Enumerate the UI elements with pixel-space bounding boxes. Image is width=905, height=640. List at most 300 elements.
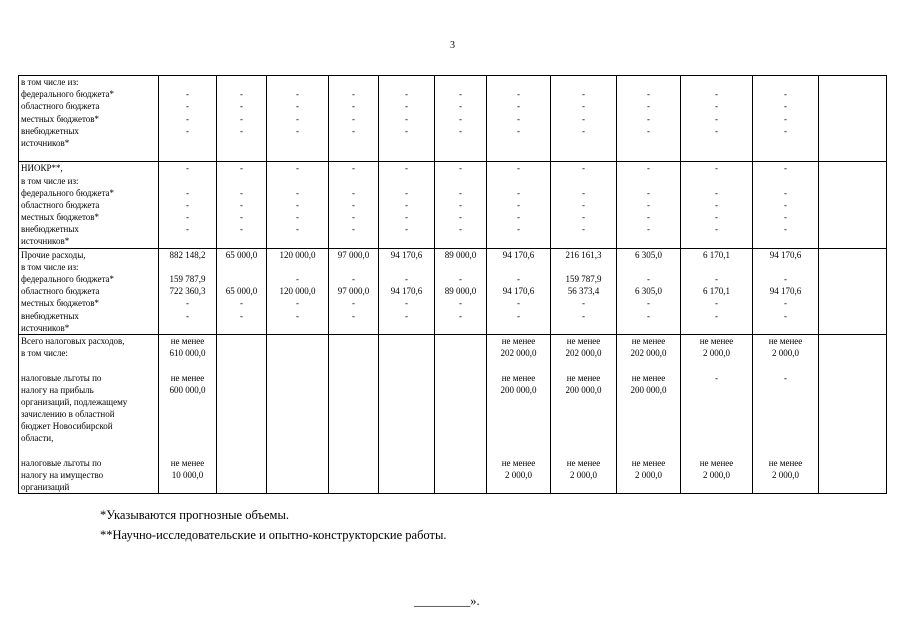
row-label [19, 248, 159, 334]
value-cell [435, 76, 487, 162]
cell-line: 202 000,0 [630, 348, 667, 359]
cell-line [437, 335, 484, 347]
cell-line: - [459, 298, 462, 309]
cell-line [331, 235, 376, 247]
cell-line: - [582, 163, 585, 174]
cell-line [381, 372, 432, 384]
cell-line: 89 000,0 [444, 286, 477, 297]
cell-line [219, 137, 264, 149]
cell-line [381, 396, 432, 408]
value-cell [435, 334, 487, 493]
cell-line [219, 420, 264, 432]
cell-line [619, 408, 678, 420]
cell-line: - [582, 310, 585, 321]
cell-line [619, 481, 678, 493]
cell-line [331, 420, 376, 432]
cell-line [821, 149, 884, 161]
cell-line [219, 235, 264, 247]
cell-line [821, 335, 884, 347]
cell-line: 94 170,6 [390, 286, 423, 297]
value-cell [379, 76, 435, 162]
cell-line [331, 359, 376, 371]
cell-line [219, 481, 264, 493]
label-line: Всего налоговых расходов, [21, 335, 125, 346]
cell-line: 94 170,6 [769, 249, 802, 260]
table-row [19, 334, 887, 493]
cell-line: - [352, 298, 355, 309]
cell-line: 6 170,1 [703, 249, 730, 260]
cell-line [381, 235, 432, 247]
cell-line [437, 420, 484, 432]
cell-line [489, 359, 548, 371]
value-cell [753, 162, 819, 248]
cell-line: - [647, 298, 650, 309]
cell-line: 94 170,6 [390, 249, 423, 260]
cell-line: - [240, 89, 243, 100]
cell-line [821, 175, 884, 187]
cell-line: - [352, 113, 355, 124]
cell-line [269, 457, 326, 469]
cell-line: - [517, 125, 520, 136]
cell-line [381, 175, 432, 187]
cell-line [489, 481, 548, 493]
cell-line: - [582, 101, 585, 112]
cell-line: - [784, 113, 787, 124]
cell-line: - [405, 113, 408, 124]
cell-line [489, 175, 548, 187]
cell-line: 202 000,0 [565, 348, 602, 359]
cell-line [619, 322, 678, 334]
value-cell [753, 76, 819, 162]
cell-line: - [296, 113, 299, 124]
cell-line [437, 445, 484, 457]
cell-line: - [240, 101, 243, 112]
budget-table [18, 75, 887, 494]
cell-line [821, 457, 884, 469]
cell-line: - [186, 199, 189, 210]
cell-line [553, 396, 614, 408]
cell-line: - [405, 101, 408, 112]
cell-line [489, 432, 548, 444]
cell-line: - [517, 274, 520, 284]
cell-line: 2 000,0 [505, 470, 532, 480]
cell-line: - [517, 310, 520, 321]
cell-line [331, 76, 376, 88]
cell-line [331, 137, 376, 149]
cell-line [437, 137, 484, 149]
cell-line [683, 481, 750, 493]
cell-line [553, 322, 614, 334]
cell-line [269, 261, 326, 273]
cell-line: - [582, 187, 585, 198]
value-cell [819, 162, 887, 248]
cell-line: не менее [566, 457, 601, 468]
cell-line [821, 125, 884, 137]
label-line: местных бюджетов* [21, 212, 100, 223]
cell-line: - [784, 310, 787, 321]
cell-line [381, 445, 432, 457]
cell-line [381, 261, 432, 273]
cell-line: - [784, 274, 787, 284]
cell-line [269, 335, 326, 347]
label-line: федерального бюджета* [21, 187, 115, 198]
label-line: организаций, подлежащему [21, 396, 128, 407]
cell-line: 120 000,0 [279, 249, 316, 260]
value-cell [551, 76, 617, 162]
cell-line [489, 420, 548, 432]
cell-line: - [352, 187, 355, 198]
value-cell [819, 76, 887, 162]
cell-line [755, 481, 816, 493]
cell-line [755, 175, 816, 187]
cell-line: - [582, 125, 585, 136]
cell-line [619, 137, 678, 149]
cell-line: - [647, 101, 650, 112]
cell-line: не менее [631, 457, 666, 468]
cell-line: 94 170,6 [769, 286, 802, 297]
value-cell [217, 334, 267, 493]
value-cell [329, 162, 379, 248]
value-cell [819, 334, 887, 493]
cell-line [331, 347, 376, 359]
cell-line [683, 408, 750, 420]
cell-line: - [784, 125, 787, 136]
label-line: внебюджетных [21, 310, 79, 321]
cell-line: 6 170,1 [703, 286, 730, 297]
cell-line [161, 445, 214, 457]
cell-line [553, 261, 614, 273]
cell-line: 2 000,0 [772, 470, 799, 480]
cell-line [331, 322, 376, 334]
cell-line: - [784, 187, 787, 198]
cell-line: - [405, 310, 408, 321]
cell-line: - [240, 113, 243, 124]
cell-line [331, 175, 376, 187]
cell-line [755, 322, 816, 334]
cell-line: - [784, 101, 787, 112]
cell-line: - [582, 224, 585, 235]
cell-line [553, 481, 614, 493]
cell-line [437, 76, 484, 88]
cell-line: - [784, 298, 787, 309]
label-line: в том числе из: [21, 261, 79, 272]
cell-line [219, 396, 264, 408]
cell-line [437, 347, 484, 359]
cell-line [683, 322, 750, 334]
cell-line [219, 76, 264, 88]
label-line: в том числе из: [21, 77, 79, 87]
cell-line [683, 235, 750, 247]
cell-line [755, 76, 816, 88]
cell-line [437, 396, 484, 408]
cell-line: 2 000,0 [570, 470, 597, 480]
cell-line [381, 432, 432, 444]
cell-line [821, 408, 884, 420]
cell-line: не менее [768, 335, 803, 346]
cell-line [821, 88, 884, 100]
cell-line: - [517, 212, 520, 223]
cell-line [553, 76, 614, 88]
cell-line [437, 149, 484, 161]
value-cell [267, 334, 329, 493]
cell-line [821, 297, 884, 309]
cell-line: 600 000,0 [169, 384, 206, 395]
cell-line: - [240, 199, 243, 210]
cell-line [683, 445, 750, 457]
cell-line [821, 162, 884, 174]
cell-line [381, 322, 432, 334]
table-row [19, 76, 887, 162]
cell-line [683, 432, 750, 444]
cell-line [553, 445, 614, 457]
cell-line [331, 457, 376, 469]
cell-line [331, 261, 376, 273]
cell-line [269, 359, 326, 371]
cell-line: - [517, 199, 520, 210]
cell-line: - [405, 163, 408, 174]
value-cell [159, 248, 217, 334]
cell-line: 200 000,0 [565, 384, 602, 395]
cell-line: 97 000,0 [337, 286, 370, 297]
cell-line [161, 76, 214, 88]
cell-line: - [352, 274, 355, 284]
cell-line: - [352, 310, 355, 321]
cell-line: - [405, 224, 408, 235]
cell-line [381, 137, 432, 149]
cell-line: 2 000,0 [772, 348, 799, 359]
cell-line: - [186, 101, 189, 112]
cell-line [331, 469, 376, 481]
cell-line: 610 000,0 [169, 348, 206, 359]
cell-line: не менее [566, 335, 601, 346]
cell-line [755, 261, 816, 273]
cell-line: - [459, 199, 462, 210]
cell-line: - [296, 101, 299, 112]
cell-line [437, 261, 484, 273]
cell-line: не менее [501, 457, 536, 468]
cell-line [683, 149, 750, 161]
value-cell [329, 76, 379, 162]
cell-line [553, 359, 614, 371]
cell-line: - [517, 101, 520, 112]
cell-line [269, 137, 326, 149]
cell-line: - [186, 113, 189, 124]
cell-line: - [517, 224, 520, 235]
label-line [21, 359, 156, 371]
cell-line [381, 481, 432, 493]
cell-line: - [186, 187, 189, 198]
cell-line: не менее [699, 457, 734, 468]
value-cell [487, 334, 551, 493]
value-cell [551, 248, 617, 334]
value-cell [753, 248, 819, 334]
cell-line: - [240, 298, 243, 309]
cell-line [161, 432, 214, 444]
cell-line [821, 359, 884, 371]
value-cell [159, 76, 217, 162]
cell-line [683, 175, 750, 187]
cell-line: - [296, 212, 299, 223]
value-cell [329, 248, 379, 334]
row-label [19, 76, 159, 162]
cell-line: 65 000,0 [225, 286, 258, 297]
cell-line [489, 322, 548, 334]
cell-line [821, 249, 884, 261]
value-cell [267, 76, 329, 162]
cell-line [161, 322, 214, 334]
cell-line [821, 137, 884, 149]
cell-line [683, 137, 750, 149]
cell-line: - [647, 125, 650, 136]
cell-line: - [715, 298, 718, 309]
cell-line: - [459, 89, 462, 100]
cell-line [269, 408, 326, 420]
label-line: внебюджетных [21, 224, 79, 235]
cell-line [269, 347, 326, 359]
cell-line [821, 100, 884, 112]
cell-line [381, 149, 432, 161]
cell-line [437, 469, 484, 481]
cell-line [219, 149, 264, 161]
cell-line [269, 175, 326, 187]
cell-line: не менее [699, 335, 734, 346]
cell-line: - [459, 125, 462, 136]
cell-line [219, 175, 264, 187]
label-line: областного бюджета [21, 199, 100, 210]
cell-line: - [517, 89, 520, 100]
label-line: бюджет Новосибирской [21, 421, 113, 432]
cell-line: 94 170,6 [502, 286, 535, 297]
cell-line [437, 457, 484, 469]
value-cell [217, 162, 267, 248]
label-line: в том числе: [21, 348, 68, 359]
label-line: НИОКР**, [21, 163, 63, 174]
cell-line: - [715, 187, 718, 198]
cell-line [553, 235, 614, 247]
cell-line [821, 322, 884, 334]
cell-line: 120 000,0 [279, 286, 316, 297]
cell-line [755, 384, 816, 396]
cell-line: 216 161,3 [565, 249, 602, 260]
value-cell [435, 162, 487, 248]
label-line: местных бюджетов* [21, 298, 100, 309]
cell-line [381, 359, 432, 371]
cell-line: 56 373,4 [567, 286, 600, 297]
cell-line: - [459, 163, 462, 174]
label-line: областного бюджета [21, 101, 100, 112]
cell-line [755, 445, 816, 457]
cell-line: - [784, 199, 787, 210]
cell-line: - [296, 163, 299, 174]
cell-line: 10 000,0 [171, 470, 204, 480]
cell-line [219, 359, 264, 371]
cell-line [331, 432, 376, 444]
cell-line [619, 359, 678, 371]
cell-line [683, 76, 750, 88]
cell-line: - [715, 125, 718, 136]
cell-line [489, 396, 548, 408]
label-line [21, 445, 156, 457]
cell-line [331, 396, 376, 408]
closing-mark: _________». [414, 594, 480, 608]
cell-line [437, 372, 484, 384]
value-cell [379, 162, 435, 248]
cell-line [219, 261, 264, 273]
table-row [19, 248, 887, 334]
cell-line: - [647, 310, 650, 321]
cell-line [437, 235, 484, 247]
value-cell [617, 76, 681, 162]
cell-line [161, 396, 214, 408]
value-cell [681, 162, 753, 248]
value-cell [617, 334, 681, 493]
cell-line: - [405, 199, 408, 210]
cell-line: - [186, 125, 189, 136]
cell-line [437, 384, 484, 396]
cell-line [437, 432, 484, 444]
cell-line: - [459, 274, 462, 284]
cell-line [381, 384, 432, 396]
value-cell [267, 162, 329, 248]
cell-line: - [784, 372, 787, 383]
cell-line [161, 137, 214, 149]
label-line: федерального бюджета* [21, 89, 115, 100]
cell-line: 6 305,0 [635, 286, 662, 297]
cell-line: - [240, 310, 243, 321]
cell-line [489, 235, 548, 247]
cell-line: 200 000,0 [630, 384, 667, 395]
cell-line [381, 347, 432, 359]
cell-line [381, 469, 432, 481]
value-cell [681, 334, 753, 493]
cell-line: 6 305,0 [635, 249, 662, 260]
cell-line: - [784, 224, 787, 235]
cell-line [219, 432, 264, 444]
cell-line: не менее [170, 457, 205, 468]
cell-line [821, 481, 884, 493]
cell-line [269, 445, 326, 457]
cell-line: - [296, 187, 299, 198]
cell-line: - [186, 310, 189, 321]
cell-line [821, 113, 884, 125]
cell-line: - [715, 113, 718, 124]
cell-line: - [296, 199, 299, 210]
cell-line: - [405, 125, 408, 136]
cell-line [219, 469, 264, 481]
cell-line: не менее [566, 372, 601, 383]
cell-line [683, 384, 750, 396]
cell-line [381, 76, 432, 88]
cell-line: - [296, 274, 299, 284]
cell-line: 2 000,0 [635, 470, 662, 480]
cell-line [821, 285, 884, 297]
value-cell [435, 248, 487, 334]
cell-line [553, 137, 614, 149]
cell-line: - [715, 163, 718, 174]
label-line: местных бюджетов* [21, 113, 100, 124]
cell-line [821, 432, 884, 444]
cell-line [381, 408, 432, 420]
value-cell [681, 248, 753, 334]
cell-line [553, 149, 614, 161]
cell-line: 2 000,0 [703, 470, 730, 480]
cell-line: - [517, 163, 520, 174]
cell-line: - [352, 224, 355, 235]
cell-line: - [582, 212, 585, 223]
value-cell [487, 76, 551, 162]
cell-line: - [296, 89, 299, 100]
cell-line [683, 420, 750, 432]
